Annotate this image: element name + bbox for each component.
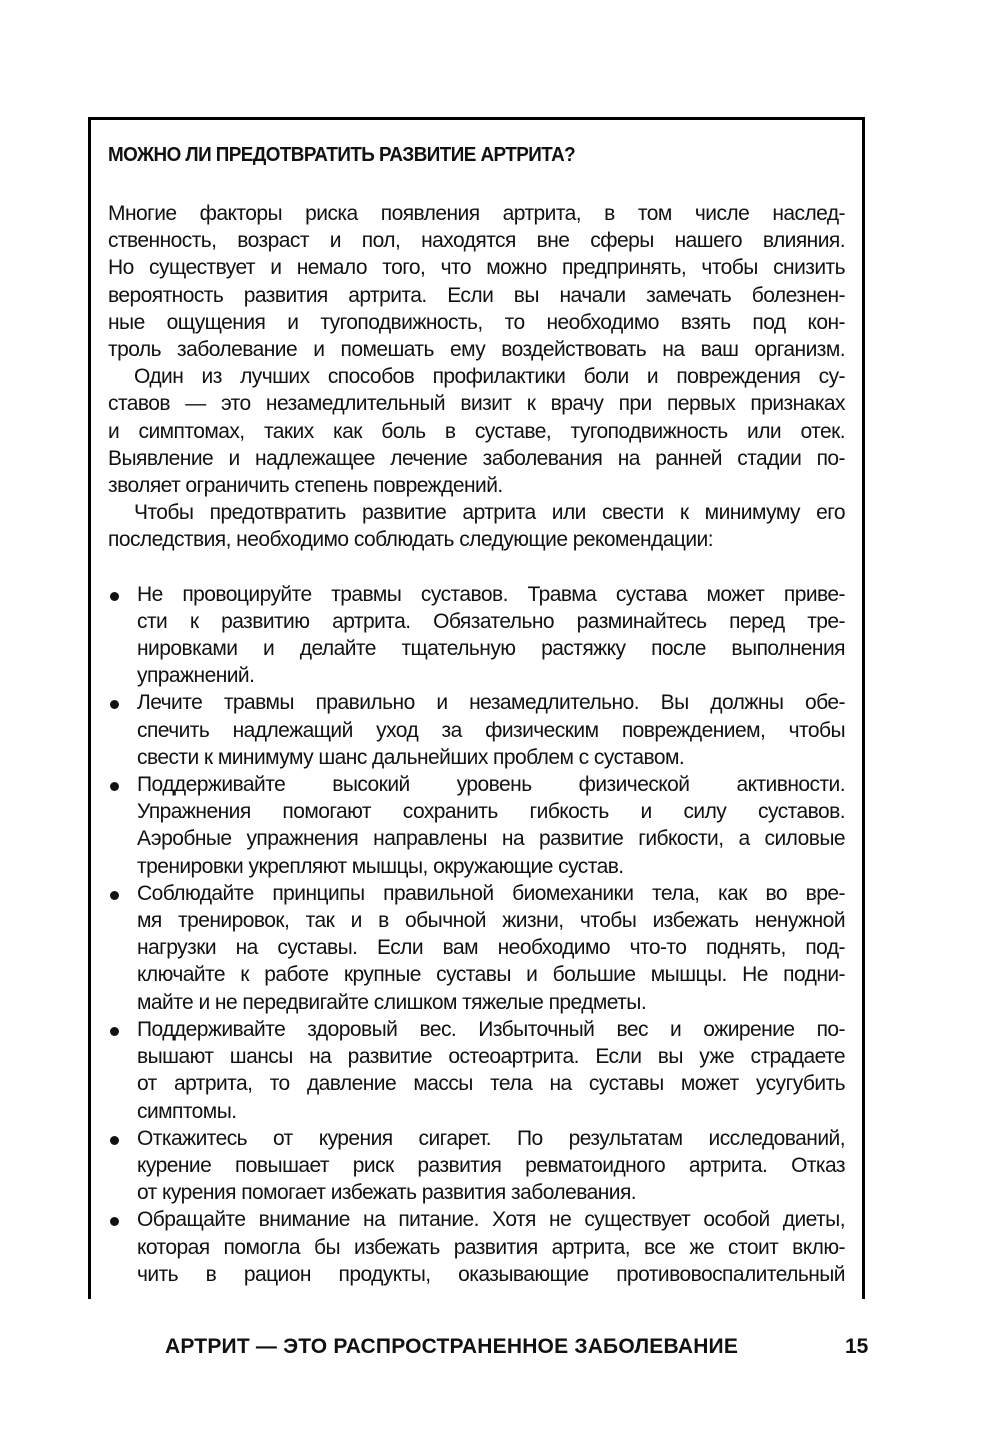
- text-line: Лечите травмы правильно и незамедлительно. Вы должны обе-: [137, 691, 845, 715]
- text-line: последствия, необходимо соблюдать следующие рекомендации:: [108, 528, 714, 552]
- text-line: Но существует и немало того, что можно предпринять, чтобы снизить: [108, 256, 845, 280]
- text-line: нагрузки на суставы. Если вам необходимо что-то поднять, под-: [137, 936, 845, 960]
- text-line: ставов — это незамедлительный визит к врачу при первых признаках: [108, 392, 845, 416]
- text-line: мя тренировок, так и в обычной жизни, чтобы избежать ненужной: [137, 909, 845, 933]
- text-line: ные ощущения и тугоподвижность, то необходимо взять под кон-: [108, 310, 845, 334]
- text-line: тренировки укрепляют мышцы, окружающие сустав.: [137, 854, 624, 878]
- paragraph-1: [108, 200, 845, 363]
- text-line: Выявление и надлежащее лечение заболевания на ранней стадии по-: [108, 446, 845, 470]
- text-line: Один из лучших способов профилактики боли и повреждения су-: [134, 365, 845, 389]
- bullet-icon: [110, 891, 119, 900]
- text-line: курение повышает риск развития ревматоидного артрита. Отказ: [137, 1153, 845, 1177]
- bullet-icon: [110, 1217, 119, 1226]
- sidebar-content: [108, 200, 845, 1288]
- text-line: ственность, возраст и пол, находятся вне сферы нашего влияния.: [108, 229, 845, 253]
- text-line: чить в рацион продукты, оказывающие противовоспалительный: [137, 1262, 845, 1286]
- text-line: Не провоцируйте травмы суставов. Травма сустава может приве-: [137, 582, 845, 606]
- text-line: симптомы.: [137, 1099, 237, 1123]
- text-line: ключайте к работе крупные суставы и большие мышцы. Не подни-: [137, 963, 845, 987]
- text-line: троль заболевание и помешать ему воздействовать на ваш организм.: [108, 338, 845, 362]
- text-line: и симптомах, таких как боль в суставе, тугоподвижность или отек.: [108, 419, 845, 443]
- text-line: которая помогла бы избежать развития артрита, все же стоит вклю-: [137, 1235, 845, 1259]
- text-line: майте и не передвигайте слишком тяжелые предметы.: [137, 990, 647, 1014]
- paragraph-2: [108, 363, 845, 499]
- text-line: Упражнения помогают сохранить гибкость и силу суставов.: [137, 800, 845, 824]
- text-line: Аэробные упражнения направлены на развитие гибкости, а силовые: [137, 827, 845, 851]
- list-item: [108, 581, 845, 690]
- text-line: Многие факторы риска появления артрита, в том числе наслед-: [108, 202, 845, 225]
- recommendations-list: [108, 581, 845, 1288]
- text-line: нировками и делайте тщательную растяжку после выполнения: [137, 637, 845, 661]
- text-line: свести к минимуму шанс дальнейших проблем с суставом.: [137, 745, 685, 769]
- list-item: [108, 1016, 845, 1125]
- text-line: Откажитесь от курения сигарет. По результатам исследований,: [137, 1126, 845, 1150]
- text-line: Обращайте внимание на питание. Хотя не существует особой диеты,: [137, 1208, 845, 1232]
- text-line: зволяет ограничить степень повреждений.: [108, 474, 503, 498]
- text-line: Соблюдайте принципы правильной биомеханики тела, как во вре-: [137, 881, 845, 905]
- running-footer-title: АРТРИТ — ЭТО РАСПРОСТРАНЕННОЕ ЗАБОЛЕВАНИЕ: [165, 1335, 739, 1358]
- page-number: 15: [845, 1335, 869, 1358]
- text-line: от артрита, то давление массы тела на суставы может усугубить: [137, 1072, 845, 1096]
- bullet-icon: [110, 1136, 119, 1145]
- text-line: вышают шансы на развитие остеоартрита. Если вы уже страдаете: [137, 1045, 845, 1069]
- list-item: [108, 1125, 845, 1207]
- text-line: спечить надлежащий уход за физическим повреждением, чтобы: [137, 718, 845, 742]
- list-item: [108, 771, 845, 880]
- text-line: Чтобы предотвратить развитие артрита или свести к минимуму его: [134, 501, 845, 525]
- list-item: [108, 880, 845, 1016]
- text-line: Поддерживайте здоровый вес. Избыточный вес и ожирение по-: [137, 1017, 845, 1041]
- text-line: Поддерживайте высокий уровень физической активности.: [137, 773, 845, 797]
- text-line: упражнений.: [137, 664, 255, 688]
- text-line: от курения помогает избежать развития заболевания.: [137, 1181, 637, 1205]
- list-item: [108, 1206, 845, 1288]
- bullet-icon: [110, 782, 119, 791]
- paragraph-3: [108, 499, 845, 553]
- bullet-icon: [110, 1027, 119, 1036]
- text-line: сти к развитию артрита. Обязательно разминайтесь перед тре-: [137, 609, 845, 633]
- text-line: вероятность развития артрита. Если вы начали замечать болезнен-: [108, 283, 845, 307]
- bullet-icon: [110, 592, 119, 601]
- list-item: [108, 689, 845, 771]
- sidebar-title: МОЖНО ЛИ ПРЕДОТВРАТИТЬ РАЗВИТИЕ АРТРИТА?: [108, 143, 576, 166]
- bullet-icon: [110, 700, 119, 709]
